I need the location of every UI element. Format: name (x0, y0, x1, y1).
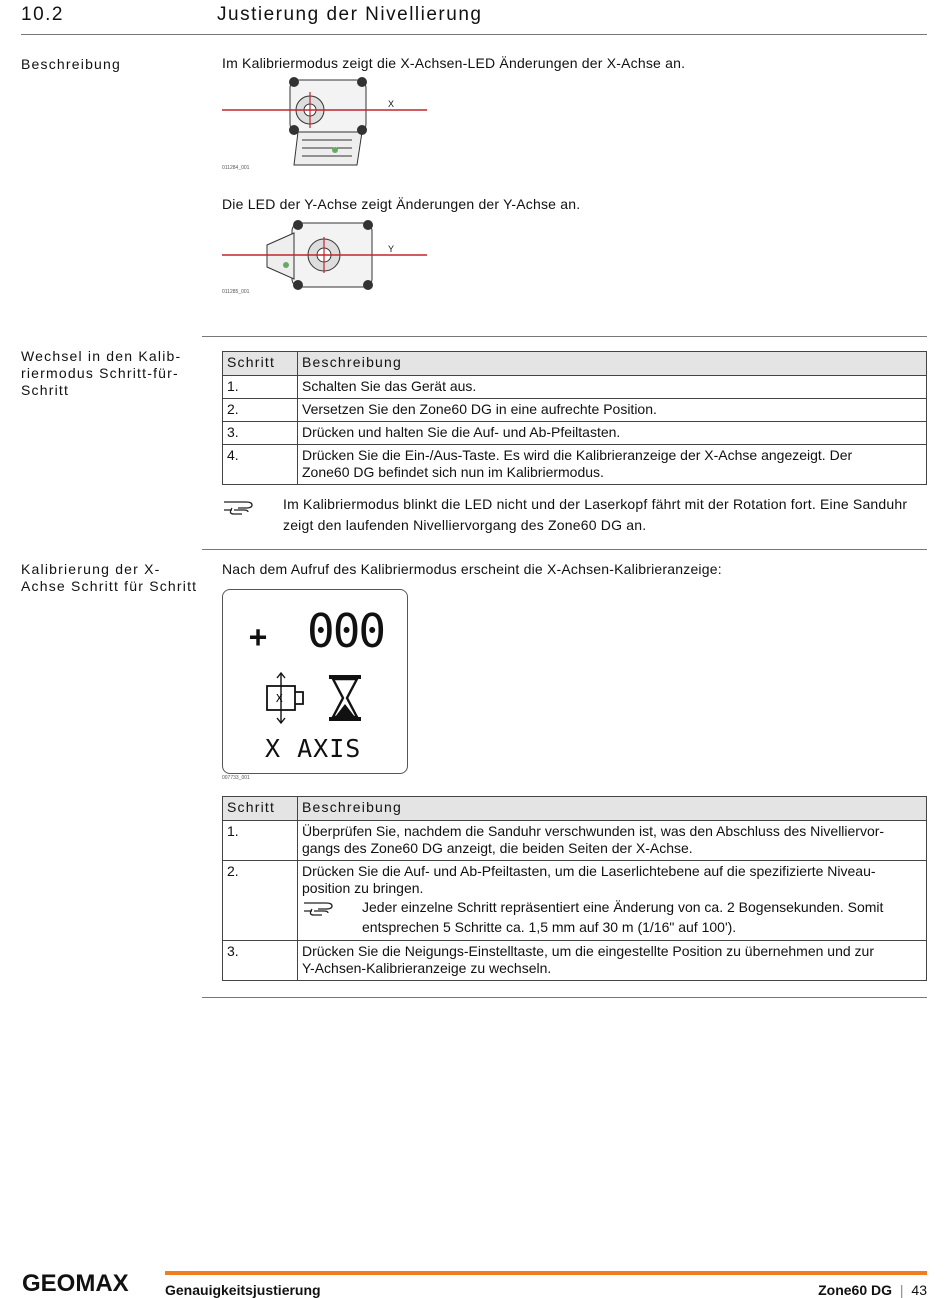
step-number: 4. (223, 445, 298, 485)
figure-y-axis (222, 215, 432, 295)
note-line: entsprechen 5 Schritte ca. 1,5 mm auf 30 m (1/16" auf 100'). (362, 919, 737, 935)
table-header-row (223, 352, 927, 376)
figure-x-caption: 011284_001 (222, 165, 250, 171)
side-label-line: Wechsel in den Kalib- (21, 348, 182, 364)
side-label-line: Kalibrierung der X- (21, 561, 161, 577)
step-number: 2. (223, 399, 298, 422)
side-label-line: Achse Schritt für Schritt (21, 578, 198, 594)
table-row (223, 941, 927, 981)
axis-and-hourglass-icon (261, 672, 381, 724)
footer-accent-bar (165, 1271, 927, 1275)
pointing-hand-icon (222, 496, 260, 516)
note-text (362, 897, 883, 937)
column-header-description: Beschreibung (298, 797, 927, 821)
step-text-line: Y-Achsen-Kalibrieranzeige zu wechseln. (302, 960, 552, 976)
column-header-step: Schritt (223, 352, 298, 376)
side-label-calibration-mode (21, 348, 206, 399)
column-header-step: Schritt (223, 797, 298, 821)
step-note (302, 897, 922, 937)
step-text-line: Drücken Sie die Neigungs-Einstelltaste, um die eingestellte Position zu übernehmen und zur (302, 943, 874, 959)
step-text: Versetzen Sie den Zone60 DG in eine aufrechte Position. (298, 399, 927, 422)
step-text (298, 861, 927, 941)
chapter-number: 10.2 (21, 4, 64, 25)
note-line: Jeder einzelne Schritt repräsentiert eine Änderung von ca. 2 Bogensekunden. Somit (362, 899, 884, 915)
table-row (223, 821, 927, 861)
step-text (298, 821, 927, 861)
side-label-x-calibration (21, 561, 206, 595)
chapter-title: Justierung der Nivellierung (217, 4, 483, 25)
header-rule (21, 34, 927, 35)
note-line: Im Kalibriermodus blinkt die LED nicht und der Laserkopf fährt mit der Rotation fort. Eine Sanduhr (283, 496, 908, 512)
footer-product: Zone60 DG (818, 1282, 892, 1298)
tilt-axis-icon (267, 673, 303, 723)
figure-x-label: X (388, 99, 395, 109)
step-number: 3. (223, 941, 298, 981)
geomax-logo: GEOMAX (22, 1270, 129, 1297)
step-number: 1. (223, 821, 298, 861)
step-text (298, 445, 927, 485)
step-text-line: Zone60 DG befindet sich nun im Kalibriermodus. (302, 464, 604, 480)
step-number: 2. (223, 861, 298, 941)
pointing-hand-icon (302, 897, 362, 937)
hourglass-icon (329, 675, 361, 721)
table-row (223, 445, 927, 485)
table-row (223, 861, 927, 941)
table-row (223, 376, 927, 399)
note-line: zeigt den laufenden Nivelliervorgang des Zone60 DG an. (283, 517, 647, 533)
calibration-display (222, 589, 408, 774)
display-value: 000 (307, 604, 385, 658)
table-row (223, 399, 927, 422)
steps-table-mode (222, 351, 927, 485)
step-text: Schalten Sie das Gerät aus. (298, 376, 927, 399)
step-text-line: position zu bringen. (302, 880, 424, 896)
step-text-line: gangs des Zone60 DG anzeigt, die beiden Seiten der X-Achse. (302, 840, 693, 856)
note-calibration-mode (283, 494, 907, 536)
text-x-calibration-intro: Nach dem Aufruf des Kalibriermodus erscheint die X-Achsen-Kalibrieranzeige: (222, 561, 722, 577)
side-label-beschreibung: Beschreibung (21, 56, 122, 72)
table-row (223, 422, 927, 445)
step-text: Drücken und halten Sie die Auf- und Ab-Pfeiltasten. (298, 422, 927, 445)
display-axis-text: X AXIS (265, 734, 362, 763)
figure-y-caption: 011285_001 (222, 289, 250, 295)
table-header-row (223, 797, 927, 821)
figure-x-axis (222, 70, 432, 175)
step-number: 3. (223, 422, 298, 445)
footer-section-title: Genauigkeitsjustierung (165, 1282, 321, 1298)
section-rule (202, 336, 927, 337)
figure-y-label: Y (388, 244, 395, 254)
step-text-line: Überprüfen Sie, nachdem die Sanduhr verschwunden ist, was den Abschluss des Nivelliervor- (302, 823, 885, 839)
step-number: 1. (223, 376, 298, 399)
step-text-line: Drücken Sie die Ein-/Aus-Taste. Es wird die Kalibrieranzeige der X-Achse angezeigt. Der (302, 447, 853, 463)
column-header-description: Beschreibung (298, 352, 927, 376)
footer-page-info (818, 1282, 927, 1298)
section-rule (202, 549, 927, 550)
text-y-axis-led: Die LED der Y-Achse zeigt Änderungen der Y-Achse an. (222, 196, 581, 212)
step-text-line: Drücken Sie die Auf- und Ab-Pfeiltasten, um die Laserlichtebene auf die spezifizierte Niveau- (302, 863, 876, 879)
text-x-axis-led: Im Kalibriermodus zeigt die X-Achsen-LED Änderungen der X-Achse an. (222, 55, 686, 71)
step-text (298, 941, 927, 981)
steps-table-x-calibration (222, 796, 927, 981)
footer-page-number: 43 (911, 1282, 927, 1298)
display-caption: 007733_001 (222, 775, 250, 781)
footer-separator: | (899, 1282, 904, 1298)
display-icon-letter: X (276, 692, 283, 705)
side-label-line: Schritt (21, 382, 70, 398)
side-label-line: riermodus Schritt-für- (21, 365, 179, 381)
display-sign: + (249, 620, 268, 655)
section-rule (202, 997, 927, 998)
